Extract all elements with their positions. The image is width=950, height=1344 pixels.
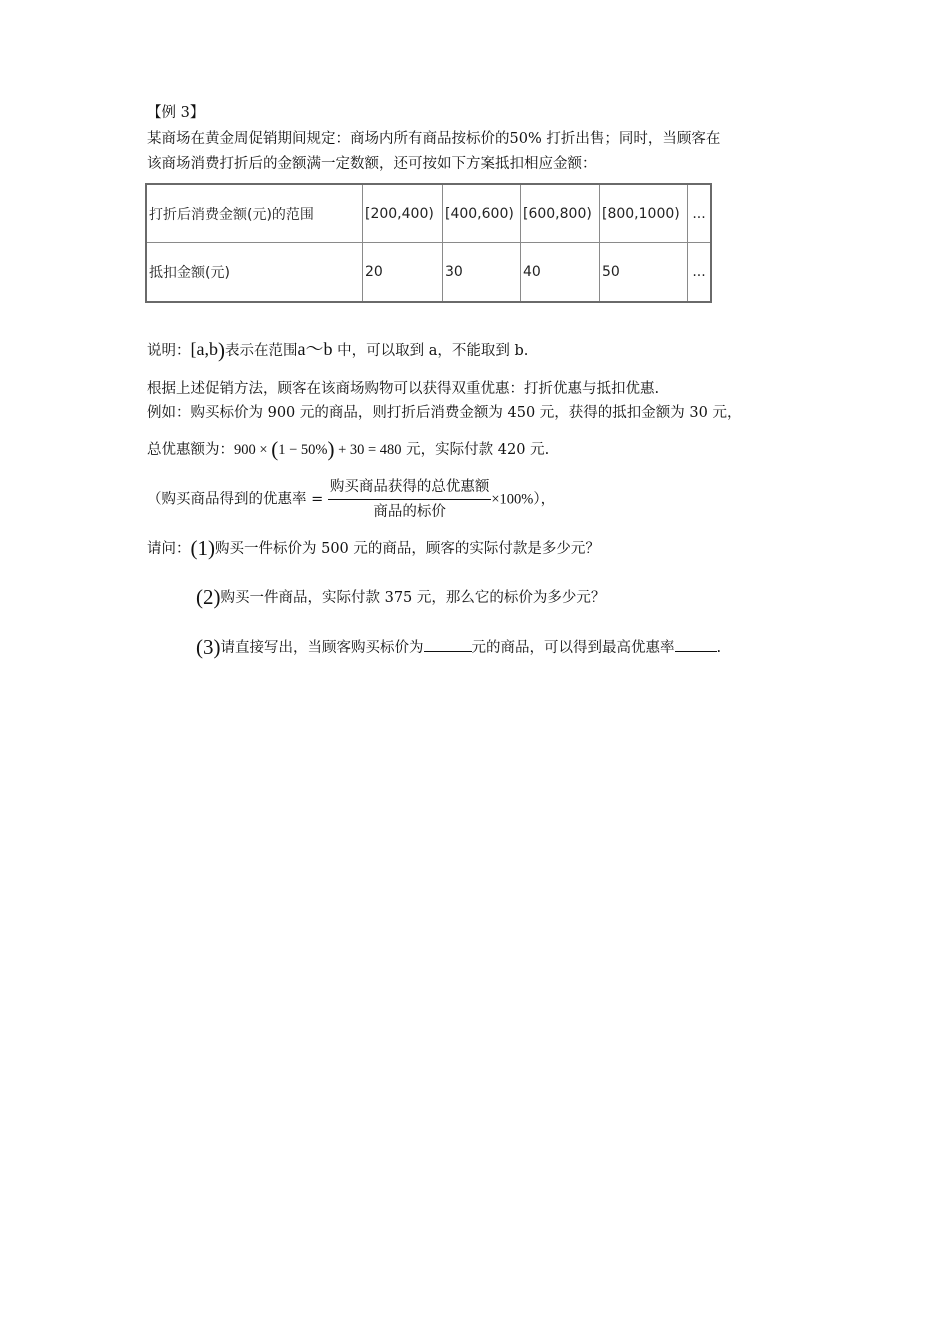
note-text-2: 中，可以取到 a，不能取到 b. — [332, 343, 529, 359]
interval-close: ) — [217, 338, 225, 362]
table-cell: 40 — [521, 243, 600, 303]
table-cell: 20 — [363, 243, 443, 303]
example-heading: 【例 3】 — [147, 105, 205, 121]
range-text: a～b — [297, 339, 333, 359]
table-row — [146, 243, 711, 303]
paren-open: ( — [271, 437, 279, 461]
note-text: 表示在范围 — [224, 343, 298, 359]
table-cell: [400,600) — [443, 184, 521, 243]
question-number: (3) — [196, 635, 221, 659]
rate-open: （购买商品得到的优惠率 = — [147, 491, 328, 508]
paren-close: ) — [327, 437, 335, 461]
paragraph-2: 例如：购买标价为 900 元的商品，则打折后消费金额为 450 元，获得的抵扣金额为 30 元， — [147, 405, 742, 421]
total-discount-line — [147, 439, 549, 460]
table-cell: [200,400) — [363, 184, 443, 243]
note-line — [147, 339, 528, 361]
total-suffix: 元，实际付款 420 元. — [401, 442, 550, 458]
total-expr-a: 900 × — [234, 442, 272, 458]
intro-line-1: 某商场在黄金周促销期间规定：商场内所有商品按标价的50% 打折出售；同时，当顾客在 — [147, 131, 721, 147]
rate-formula-line — [147, 476, 555, 523]
discount-table — [145, 183, 712, 303]
question-number: (1) — [190, 536, 215, 560]
fraction-numerator: 购买商品获得的总优惠额 — [328, 476, 492, 500]
paragraph-1: 根据上述促销方法，顾客在该商场购物可以获得双重优惠：打折优惠与抵扣优惠. — [147, 381, 660, 397]
total-expr-c: + 30 = 480 — [334, 442, 402, 458]
table-cell: 50 — [600, 243, 688, 303]
total-expr-b: 1 − 50% — [278, 442, 328, 458]
ask-prefix: 请问： — [147, 541, 191, 557]
question-text: 购买一件标价为 500 元的商品，顾客的实际付款是多少元？ — [215, 541, 600, 557]
rate-fraction — [328, 476, 492, 523]
table-row — [146, 184, 711, 243]
table-cell: ... — [688, 184, 712, 243]
table-cell: 打折后消费金额(元)的范围 — [146, 184, 363, 243]
question-1 — [147, 537, 600, 560]
question-text-2: 元的商品，可以得到最高优惠率 — [471, 640, 675, 656]
answer-blank-price[interactable] — [424, 639, 472, 652]
rate-close: ×100%）， — [491, 491, 556, 508]
note-prefix: 说明： — [147, 343, 191, 359]
question-text: 请直接写出，当顾客购买标价为 — [220, 640, 424, 656]
fraction-denominator: 商品的标价 — [373, 504, 446, 520]
interval-notation: [a,b — [190, 339, 218, 359]
question-number: (2) — [196, 585, 221, 609]
table-cell: ... — [688, 243, 712, 303]
table-cell: [800,1000) — [600, 184, 688, 243]
question-text: 购买一件商品，实际付款 375 元，那么它的标价为多少元？ — [220, 590, 606, 606]
total-prefix: 总优惠额为： — [147, 442, 234, 458]
question-end: . — [716, 640, 722, 656]
question-3 — [196, 636, 721, 659]
intro-line-2: 该商场消费打折后的金额满一定数额，还可按如下方案抵扣相应金额： — [147, 156, 597, 172]
table-cell: 30 — [443, 243, 521, 303]
answer-blank-rate[interactable] — [675, 639, 717, 652]
question-2 — [196, 586, 605, 609]
table-cell: [600,800) — [521, 184, 600, 243]
table-cell: 抵扣金额(元) — [146, 243, 363, 303]
